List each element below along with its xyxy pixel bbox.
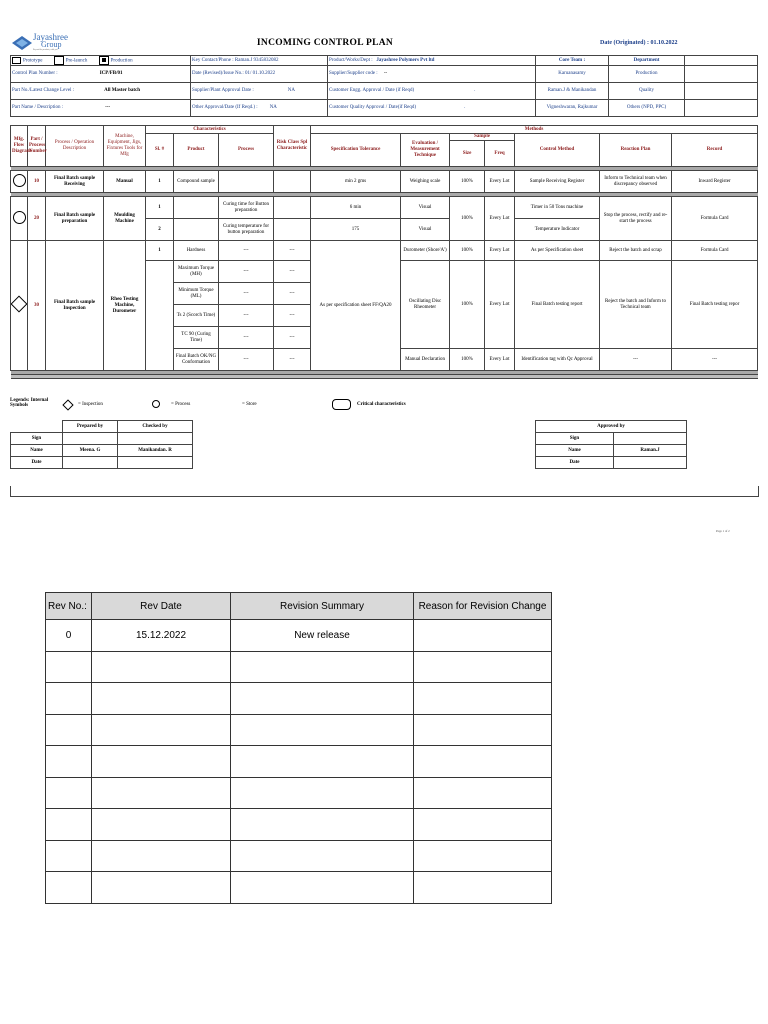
team-name-2: Raman.J & Manikandan	[536, 83, 609, 100]
flow-cell	[11, 241, 28, 371]
sl-no: 1	[146, 171, 174, 193]
eval: Oscillating Disc Rheometer	[401, 261, 450, 349]
header-size: Size	[450, 141, 485, 167]
empty-cell	[685, 83, 758, 100]
legend-inspection: = Inspection	[78, 402, 103, 407]
rev-date	[92, 714, 231, 746]
header-eval: Evaluation / Measurement Technique	[401, 134, 450, 167]
risk-class: ---	[274, 261, 311, 283]
revision-reason	[414, 746, 552, 778]
customer-quality-label: Customer Quality Approval / Date(if Reqd)	[329, 105, 417, 110]
supplier-code	[328, 66, 536, 83]
revision-row	[46, 872, 552, 904]
prepared-sign	[63, 433, 118, 445]
rev-date	[92, 809, 231, 841]
date-label: Date	[536, 457, 614, 469]
prelaunch-label: Pre-launch	[65, 58, 88, 64]
revision-table	[45, 592, 552, 904]
revision-summary: New release	[231, 620, 414, 652]
process-circle-icon	[13, 211, 26, 224]
freq: Every Lot	[485, 349, 515, 371]
part-no: 10	[28, 171, 46, 193]
customer-engg-label: Customer Engg. Approval / Date (if Reqd)	[329, 88, 415, 93]
approved-name: Raman.J	[614, 445, 687, 457]
reaction-plan: Reject the batch and Inform to Technical team	[600, 261, 672, 349]
product-char: Minimum Torque (ML)	[174, 283, 219, 305]
approved-sign	[614, 433, 687, 445]
header-spec: Specification Tolerance	[311, 134, 401, 167]
empty-cell	[685, 56, 758, 66]
prelaunch-checkbox[interactable]	[54, 56, 64, 65]
freq: Every Lot	[485, 261, 515, 349]
sign-label: Sign	[536, 433, 614, 445]
table-row	[11, 241, 758, 261]
reaction-plan: Stop the process, rectify and re-start the process	[600, 197, 672, 241]
risk-class: ---	[274, 305, 311, 327]
supplier-approval-label: Supplier/Plant Approval Date :	[192, 88, 254, 93]
date-revised: Date (Revised)/Issue No.: 01/ 01.10.2022	[191, 66, 328, 83]
department-label: Department	[609, 56, 685, 66]
other-approval	[191, 100, 328, 117]
sl-no: 2	[146, 219, 174, 241]
header-risk-class: Risk Class Spl Characteristic	[274, 126, 311, 167]
product-char: Ts 2 (Scorch Time)	[174, 305, 219, 327]
spec: 6 min	[311, 197, 401, 219]
process-char: ---	[219, 261, 274, 283]
revision-body	[46, 620, 552, 904]
logo-name: Jayashree	[33, 32, 68, 42]
empty-cell	[685, 66, 758, 83]
header-part-process: Part / Process Number	[28, 126, 46, 167]
rev-date: 15.12.2022	[92, 620, 231, 652]
rev-date	[92, 872, 231, 904]
legend-title: Legends: Internal Symbols	[10, 398, 49, 408]
team-dept-2: Quality	[609, 83, 685, 100]
rev-no	[46, 872, 92, 904]
flow-cell	[11, 171, 28, 193]
revision-summary	[231, 651, 414, 683]
freq: Every Lot	[485, 171, 515, 193]
core-team-label: Core Team :	[536, 56, 609, 66]
prepared-checked-table	[10, 420, 193, 469]
revision-summary-header: Revision Summary	[231, 593, 414, 620]
part-no-cell	[11, 83, 191, 100]
process-circle-icon	[13, 174, 26, 187]
machine: Rheo Testing Machine, Durometer	[104, 241, 146, 371]
part-no: 30	[28, 241, 46, 371]
revision-reason	[414, 840, 552, 872]
rev-date	[92, 683, 231, 715]
date-originated-label: Date (Originated) :	[600, 40, 651, 46]
sheet-bottom-border	[10, 486, 759, 497]
size: 100%	[450, 261, 485, 349]
customer-quality-approval	[328, 100, 536, 117]
size: 100%	[450, 197, 485, 241]
header-machine: Machine, Equipment, Jigs, Fixtures Tools for Mfg	[104, 126, 146, 167]
eval: Weighing scale	[401, 171, 450, 193]
process-char: Curing time for Button preparation	[219, 197, 274, 219]
sign-label: Sign	[11, 433, 63, 445]
eval: Durometer (Shore'A')	[401, 241, 450, 261]
legend-store: = Store	[242, 402, 257, 407]
legend-process: = Process	[171, 402, 191, 407]
plan-info-table	[10, 55, 758, 117]
rev-no	[46, 840, 92, 872]
risk-class: ---	[274, 283, 311, 305]
control-method: Sample Receiving Register	[515, 171, 600, 193]
process-char: ---	[219, 241, 274, 261]
product-char	[174, 197, 219, 219]
prototype-label: Prototype	[23, 58, 43, 64]
eval: Manual Declaration	[401, 349, 450, 371]
machine: Manual	[104, 171, 146, 193]
header-process-operation: Process / Operation Description	[46, 126, 104, 167]
date-originated	[600, 40, 678, 46]
header-sl: Sl. #	[146, 134, 174, 167]
revision-row	[46, 840, 552, 872]
process-char: Curing temperature for button preparation	[219, 219, 274, 241]
rev-date-header: Rev Date	[92, 593, 231, 620]
header-record: Record	[672, 134, 758, 167]
record: Formula Card	[672, 241, 758, 261]
header-sample: Sample	[450, 134, 515, 141]
rev-date	[92, 840, 231, 872]
size: 100%	[450, 349, 485, 371]
cp-number-value: ICP/FB/01	[99, 71, 123, 76]
approved-date	[614, 457, 687, 469]
team-name-3: Vigneshwaran, Rajkumar	[536, 100, 609, 117]
supplier-approval	[191, 83, 328, 100]
revision-row	[46, 746, 552, 778]
checked-by-label: Checked by	[118, 421, 193, 433]
revision-row	[46, 714, 552, 746]
process-circle-icon	[152, 400, 160, 408]
spec: min 2 gms	[311, 171, 401, 193]
checked-date	[118, 457, 193, 469]
freq: Every Lot	[485, 241, 515, 261]
control-method: Timer in 50 Tons machine	[515, 197, 600, 219]
team-dept-1: Production	[609, 66, 685, 83]
logo-group: Group	[41, 40, 62, 49]
product-char: TC 90 (Curing Time)	[174, 327, 219, 349]
approved-by-label: Approved by	[536, 421, 687, 433]
customer-engg-approval	[328, 83, 536, 100]
rev-no-header: Rev No.:	[46, 593, 92, 620]
page-number: Page 1 of 2	[716, 529, 730, 533]
revision-summary	[231, 872, 414, 904]
empty-cell	[685, 100, 758, 117]
flow-cell	[11, 197, 28, 241]
cp-number-cell	[11, 66, 191, 83]
part-name-label: Part Name / Description :	[12, 105, 64, 110]
sl-no: 1	[146, 241, 174, 261]
revision-summary	[231, 683, 414, 715]
revision-summary	[231, 840, 414, 872]
customer-quality-value: .	[464, 105, 466, 110]
checked-sign	[118, 433, 193, 445]
production-label: Production	[110, 58, 133, 64]
supplier-code-value: --	[383, 71, 388, 76]
revision-reason	[414, 683, 552, 715]
revision-row	[46, 620, 552, 652]
rev-no: 0	[46, 620, 92, 652]
prepared-date	[63, 457, 118, 469]
other-approval-label: Other Approval/Date (If Reqd.) :	[192, 105, 258, 110]
product-char: Compound sample	[174, 171, 219, 193]
freq: Every Lot	[485, 197, 515, 241]
header-mfg-flow: Mfg. Flow Diagram	[11, 126, 28, 167]
process-desc: Final Batch sample preparation	[46, 197, 104, 241]
rev-date	[92, 746, 231, 778]
date-originated-value: 01.10.2022	[650, 40, 678, 46]
record: Final Batch testing repor	[672, 261, 758, 349]
product-char: Hardness	[174, 241, 219, 261]
part-no-label: Part No./Latest Change Level :	[12, 88, 75, 93]
table-row	[11, 197, 758, 219]
prototype-checkbox[interactable]	[12, 57, 21, 64]
process-char	[219, 171, 274, 193]
product-char: Maximum Torque (MH)	[174, 261, 219, 283]
part-name-cell	[11, 100, 191, 117]
other-approval-value: NA	[269, 105, 277, 110]
revision-summary	[231, 777, 414, 809]
revision-summary	[231, 714, 414, 746]
header-process: Process	[219, 134, 274, 167]
risk-class	[274, 171, 311, 193]
rev-no	[46, 651, 92, 683]
part-name-value: ---	[105, 105, 111, 110]
customer-engg-value: .	[474, 88, 476, 93]
product-dept	[328, 56, 536, 66]
control-plan-table	[10, 125, 758, 379]
revision-reason	[414, 651, 552, 683]
sl-no: 1	[146, 197, 174, 219]
date-label: Date	[11, 457, 63, 469]
rev-date	[92, 777, 231, 809]
process-char: ---	[219, 349, 274, 371]
team-name-1: Karuanasamy	[536, 66, 609, 83]
production-checkbox[interactable]	[99, 56, 109, 65]
risk-class: ---	[274, 241, 311, 261]
header-control-method: Control Method	[515, 134, 600, 167]
size: 100%	[450, 241, 485, 261]
approved-table	[535, 420, 687, 469]
eval: Visual	[401, 197, 450, 219]
document-title: INCOMING CONTROL PLAN	[256, 38, 394, 48]
header-methods: Methods	[311, 126, 758, 134]
logo-tagline: Beyond the products, with you	[33, 49, 58, 51]
inspection-diamond-icon	[11, 296, 28, 313]
inspection-diamond-icon	[62, 399, 73, 410]
spec: As per specification sheet FF/QA20	[311, 241, 401, 371]
critical-characteristic-icon	[332, 399, 351, 410]
revision-row	[46, 651, 552, 683]
checked-name: Manikandan. R	[118, 445, 193, 457]
table-row	[11, 171, 758, 193]
revision-reason	[414, 809, 552, 841]
record: Inward Register	[672, 171, 758, 193]
risk-class: ---	[274, 327, 311, 349]
revision-row	[46, 809, 552, 841]
rev-no	[46, 714, 92, 746]
process-char: ---	[219, 283, 274, 305]
rev-no	[46, 683, 92, 715]
product-char: Final Batch OK/NG Conformation	[174, 349, 219, 371]
revision-reason-header: Reason for Revision Change	[414, 593, 552, 620]
size: 100%	[450, 171, 485, 193]
rev-no	[46, 809, 92, 841]
logo-mark-icon	[11, 35, 33, 51]
header-freq: Freq	[485, 141, 515, 167]
sl-no	[146, 261, 174, 371]
rev-no	[46, 777, 92, 809]
legend	[10, 398, 510, 414]
prototype-cell	[11, 56, 191, 66]
revision-summary	[231, 809, 414, 841]
record: ---	[672, 349, 758, 371]
cp-number-label: Control Plan Number :	[12, 71, 58, 76]
process-desc: Final Batch sample Inspection	[46, 241, 104, 371]
legend-critical: Critical characteristics	[357, 402, 406, 407]
spec: 175	[311, 219, 401, 241]
eval: Visual	[401, 219, 450, 241]
machine: Moulding Machine	[104, 197, 146, 241]
rev-date	[92, 651, 231, 683]
part-no-value: All Master batch	[104, 88, 141, 93]
prepared-name: Meena. G	[63, 445, 118, 457]
reaction-plan: ---	[600, 349, 672, 371]
control-method: Temperature Indicator	[515, 219, 600, 241]
part-no: 20	[28, 197, 46, 241]
key-contact: Key Contact/Phone : Raman.J 9345832082	[191, 56, 328, 66]
risk-class	[274, 197, 311, 219]
risk-class: ---	[274, 349, 311, 371]
team-dept-3: Others (NPD, PPC)	[609, 100, 685, 117]
company-logo	[11, 34, 81, 54]
supplier-approval-value: NA	[287, 88, 296, 93]
prepared-by-label: Prepared by	[63, 421, 118, 433]
control-method: Identification tag with Qc Approval	[515, 349, 600, 371]
revision-reason	[414, 777, 552, 809]
process-desc: Final Batch sample Receiving	[46, 171, 104, 193]
reaction-plan: Inform to Technical team when discrepancy observed	[600, 171, 672, 193]
product-dept-label: Product/Works/Dept :	[329, 57, 373, 63]
supplier-code-label: Supplier/Supplier code :	[329, 71, 378, 76]
rev-no	[46, 746, 92, 778]
process-char: ---	[219, 305, 274, 327]
revision-reason	[414, 714, 552, 746]
name-label: Name	[536, 445, 614, 457]
reaction-plan: Reject the batch and scrap	[600, 241, 672, 261]
name-label: Name	[11, 445, 63, 457]
revision-reason	[414, 620, 552, 652]
control-method: As per Specification sheet	[515, 241, 600, 261]
risk-class	[274, 219, 311, 241]
revision-row	[46, 683, 552, 715]
process-char: ---	[219, 327, 274, 349]
product-char	[174, 219, 219, 241]
revision-row	[46, 777, 552, 809]
record: Formula Card	[672, 197, 758, 241]
header-reaction-plan: Reaction Plan	[600, 134, 672, 167]
revision-reason	[414, 872, 552, 904]
control-method: Final Batch testing report	[515, 261, 600, 349]
header-characteristics: Characteristics	[146, 126, 274, 134]
revision-summary	[231, 746, 414, 778]
header-product: Product	[174, 134, 219, 167]
product-dept-value: Jayashree Polymers Pvt ltd	[376, 57, 435, 63]
